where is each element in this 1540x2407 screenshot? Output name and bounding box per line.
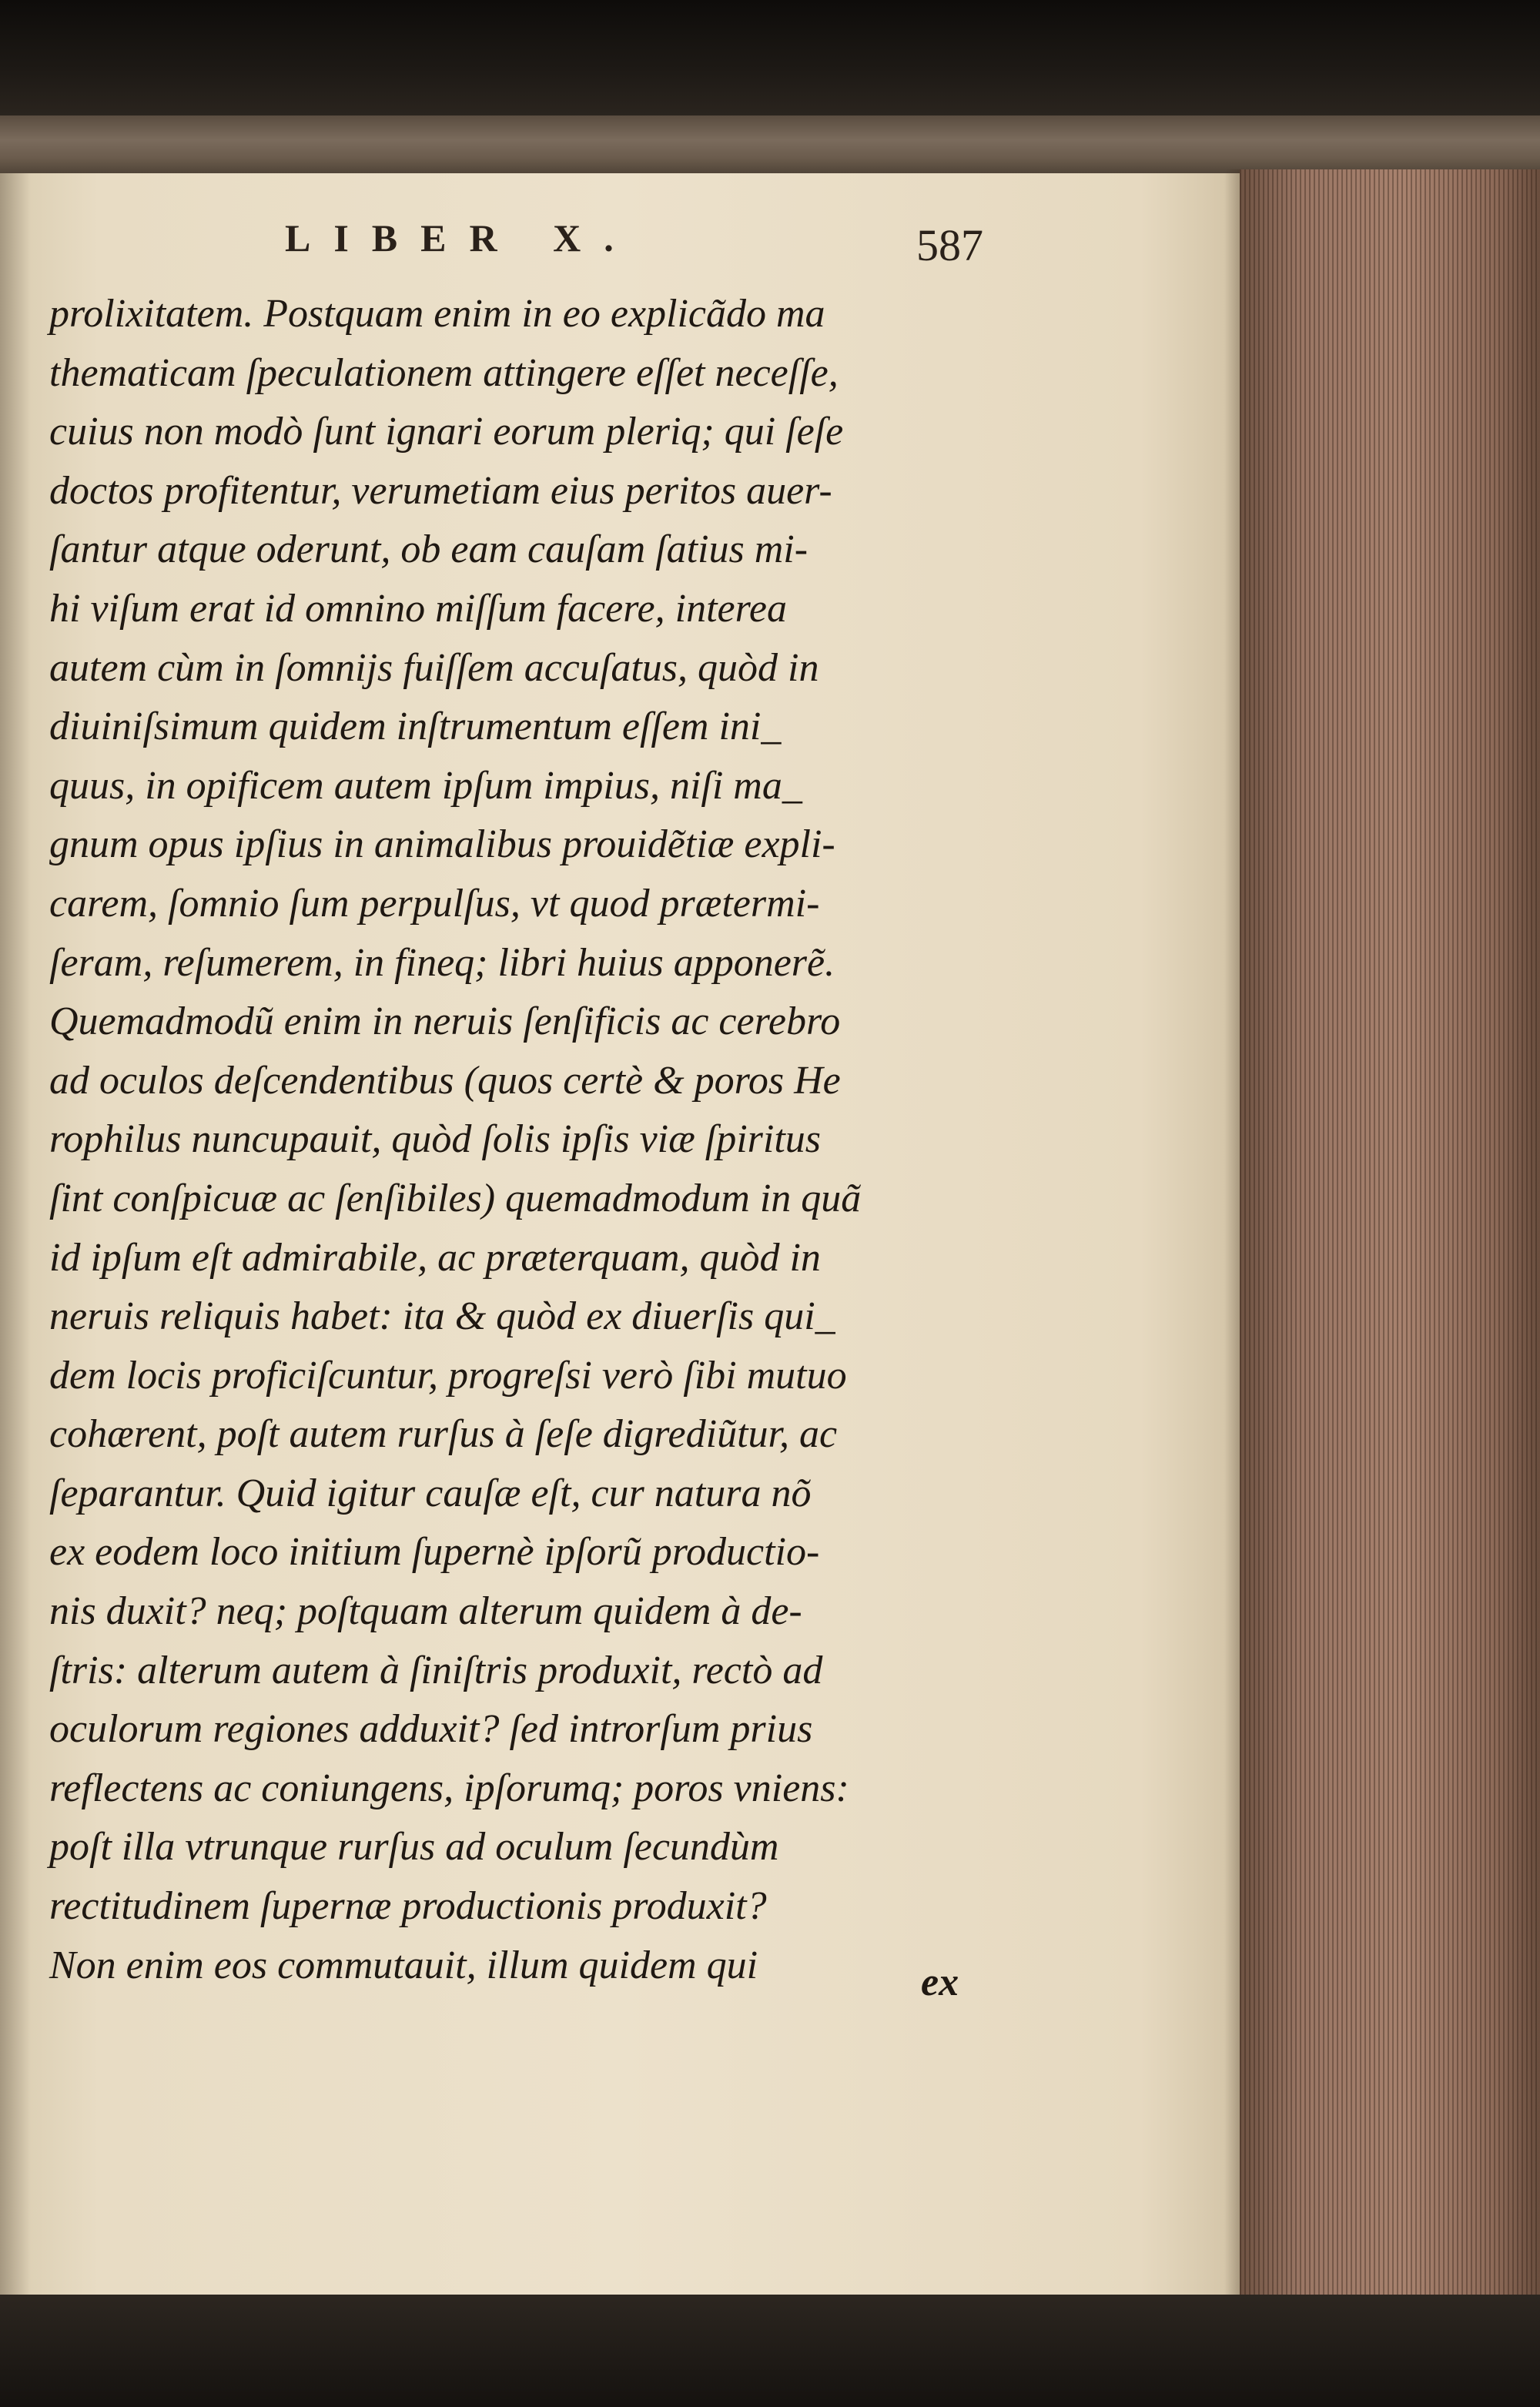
text-line: rectitudinem ſupernæ productionis produxit? <box>49 1884 767 1929</box>
text-line: hi viſum erat id omnino miſſum facere, interea <box>49 586 787 631</box>
text-line: ſantur atque oderunt, ob eam cauſam ſatius mi- <box>49 527 808 572</box>
text-line: poſt illa vtrunque rurſus ad oculum ſecundùm <box>49 1825 779 1870</box>
text-line: gnum opus ipſius in animalibus prouidẽtiæ expli- <box>49 822 835 867</box>
text-line: Quemadmodũ enim in neruis ſenſificis ac cerebro <box>49 999 841 1044</box>
text-line: quus, in opificem autem ipſum impius, niſi ma_ <box>49 763 802 808</box>
page-number: 587 <box>916 220 983 270</box>
text-line: nis duxit? neq; poſtquam alterum quidem à de- <box>49 1589 802 1634</box>
text-line: thematicam ſpeculationem attingere eſſet neceſſe, <box>49 350 839 395</box>
catchword: ex <box>921 1960 959 2004</box>
text-line: cohærent, poſt autem rurſus à ſeſe digrediũtur, ac <box>49 1412 838 1457</box>
text-line: dem locis proficiſcuntur, progreſsi verò ſibi mutuo <box>49 1353 847 1398</box>
text-line: cuius non modò ſunt ignari eorum pleriq; qui ſeſe <box>49 410 844 454</box>
top-backdrop <box>0 0 1540 115</box>
bottom-backdrop <box>0 2295 1540 2407</box>
text-line: id ipſum eſt admirabile, ac præterquam, quòd in <box>49 1235 821 1280</box>
text-line: ſeram, reſumerem, in fineq; libri huius apponerẽ. <box>49 940 835 985</box>
text-line: ſint conſpicuæ ac ſenſibiles) quemadmodum in quã <box>49 1176 862 1220</box>
running-head: LIBER X. <box>285 216 637 259</box>
text-line: carem, ſomnio ſum perpulſus, vt quod prætermi- <box>49 881 820 926</box>
text-line: ad oculos deſcendentibus (quos certè & poros He <box>49 1058 841 1103</box>
text-line: prolixitatem. Postquam enim in eo explicãdo ma <box>49 292 825 336</box>
text-line: oculorum regiones adduxit? ſed introrſum prius <box>49 1707 813 1752</box>
text-line: ex eodem loco initium ſupernè ipſorũ productio- <box>49 1530 820 1575</box>
text-line: diuiniſsimum quidem inſtrumentum eſſem ini_ <box>49 705 782 749</box>
page-edges <box>1240 169 1540 2302</box>
text-block <box>49 285 973 1995</box>
gutter-shadow <box>0 173 31 2298</box>
text-line: reflectens ac coniungens, ipſorumq; poros vniens: <box>49 1766 849 1810</box>
text-line: ſtris: alterum autem à ſiniſtris produxit, rectò ad <box>49 1648 823 1692</box>
text-line: rophilus nuncupauit, quòd ſolis ipſis viæ ſpiritus <box>49 1117 822 1162</box>
text-line: ſeparantur. Quid igitur cauſæ eſt, cur natura nõ <box>49 1471 812 1515</box>
text-line: doctos profitentur, verumetiam eius peritos auer- <box>49 468 832 513</box>
text-line: Non enim eos commutauit, illum quidem qui <box>49 1943 758 1987</box>
book-binding <box>0 115 1540 177</box>
text-line: autem cùm in ſomnijs fuiſſem accuſatus, quòd in <box>49 645 819 690</box>
text-line: neruis reliquis habet: ita & quòd ex diuerſis qui_ <box>49 1294 835 1339</box>
